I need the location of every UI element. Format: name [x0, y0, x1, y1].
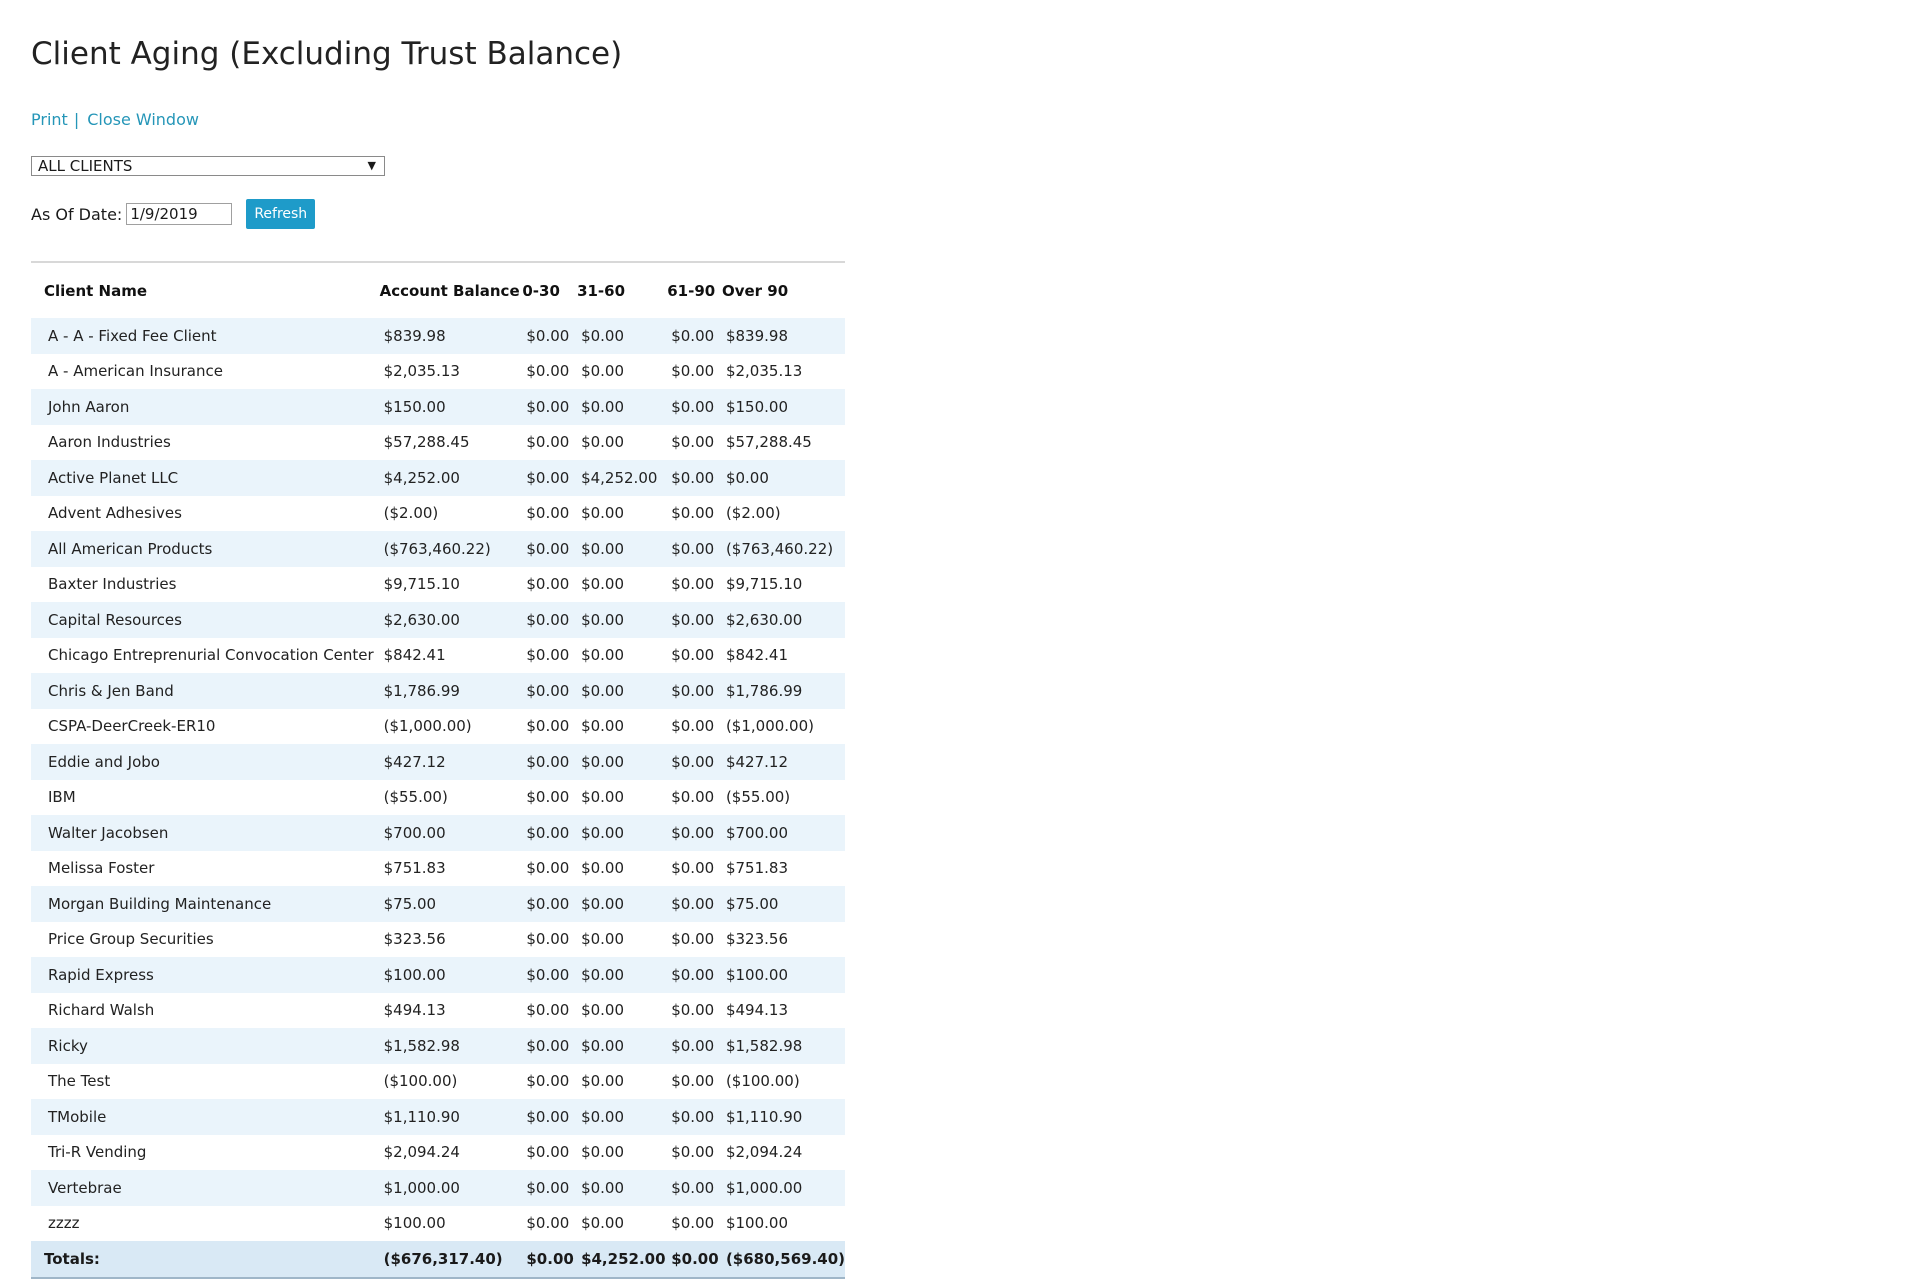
aging-61-90-cell: $0.00	[667, 318, 722, 354]
account-balance-cell: $1,582.98	[380, 1028, 523, 1064]
account-balance-cell: $1,110.90	[380, 1099, 523, 1135]
table-row	[31, 815, 845, 851]
account-balance-cell: $100.00	[380, 957, 523, 993]
aging-over-90-cell: $1,582.98	[722, 1028, 845, 1064]
aging-31-60-cell: $0.00	[577, 744, 667, 780]
as-of-date-input[interactable]	[126, 203, 232, 225]
totals-row	[31, 1241, 845, 1278]
table-row	[31, 709, 845, 745]
totals-over-90: ($680,569.40)	[722, 1241, 845, 1278]
aging-0-30-cell: $0.00	[522, 780, 577, 816]
table-row	[31, 851, 845, 887]
table-row	[31, 1099, 845, 1135]
aging-0-30-cell: $0.00	[522, 1135, 577, 1171]
account-balance-cell: $2,094.24	[380, 1135, 523, 1171]
client-select[interactable]	[31, 156, 385, 176]
client-select-value: ALL CLIENTS	[38, 157, 133, 175]
aging-over-90-cell: $100.00	[722, 1206, 845, 1242]
aging-61-90-cell: $0.00	[667, 673, 722, 709]
table-row	[31, 957, 845, 993]
aging-61-90-cell: $0.00	[667, 1206, 722, 1242]
aging-61-90-cell: $0.00	[667, 389, 722, 425]
client-name-cell: TMobile	[31, 1099, 380, 1135]
header-client-name: Client Name	[44, 281, 148, 300]
account-balance-cell: $842.41	[380, 638, 523, 674]
table-row	[31, 1170, 845, 1206]
aging-over-90-cell: $323.56	[722, 922, 845, 958]
aging-0-30-cell: $0.00	[522, 460, 577, 496]
table-row	[31, 922, 845, 958]
aging-over-90-cell: $57,288.45	[722, 425, 845, 461]
aging-61-90-cell: $0.00	[667, 354, 722, 390]
header-over-90: Over 90	[721, 281, 789, 300]
aging-31-60-cell: $0.00	[577, 1028, 667, 1064]
aging-0-30-cell: $0.00	[522, 638, 577, 674]
account-balance-cell: $57,288.45	[380, 425, 523, 461]
aging-31-60-cell: $0.00	[577, 1170, 667, 1206]
table-row	[31, 886, 845, 922]
aging-61-90-cell: $0.00	[667, 957, 722, 993]
totals-0-30: $0.00	[522, 1241, 577, 1278]
account-balance-cell: $427.12	[380, 744, 523, 780]
table-row	[31, 780, 845, 816]
aging-0-30-cell: $0.00	[522, 1099, 577, 1135]
client-name-cell: Capital Resources	[31, 602, 380, 638]
aging-0-30-cell: $0.00	[522, 425, 577, 461]
table-row	[31, 744, 845, 780]
page-title: Client Aging (Excluding Trust Balance)	[31, 36, 623, 72]
aging-31-60-cell: $0.00	[577, 354, 667, 390]
aging-over-90-cell: ($100.00)	[722, 1064, 845, 1100]
aging-over-90-cell: $9,715.10	[722, 567, 845, 603]
chevron-down-icon: ▼	[367, 159, 376, 172]
aging-0-30-cell: $0.00	[522, 993, 577, 1029]
account-balance-cell: $4,252.00	[380, 460, 523, 496]
table-row	[31, 354, 845, 390]
aging-0-30-cell: $0.00	[522, 496, 577, 532]
table-row	[31, 638, 845, 674]
aging-31-60-cell: $0.00	[577, 496, 667, 532]
client-name-cell: Eddie and Jobo	[31, 744, 380, 780]
aging-0-30-cell: $0.00	[522, 922, 577, 958]
aging-0-30-cell: $0.00	[522, 851, 577, 887]
table-row	[31, 993, 845, 1029]
aging-61-90-cell: $0.00	[667, 886, 722, 922]
account-balance-cell: ($100.00)	[380, 1064, 523, 1100]
aging-61-90-cell: $0.00	[667, 425, 722, 461]
action-links	[31, 110, 199, 129]
aging-31-60-cell: $0.00	[577, 851, 667, 887]
header-0-30: 0-30	[522, 281, 560, 300]
aging-61-90-cell: $0.00	[667, 638, 722, 674]
client-name-cell: Chicago Entreprenurial Convocation Center	[31, 638, 380, 674]
table-row	[31, 531, 845, 567]
table-row	[31, 425, 845, 461]
aging-31-60-cell: $0.00	[577, 709, 667, 745]
aging-over-90-cell: $1,000.00	[722, 1170, 845, 1206]
aging-31-60-cell: $0.00	[577, 957, 667, 993]
aging-over-90-cell: $839.98	[722, 318, 845, 354]
aging-61-90-cell: $0.00	[667, 1028, 722, 1064]
client-name-cell: Aaron Industries	[31, 425, 380, 461]
aging-61-90-cell: $0.00	[667, 602, 722, 638]
table-row	[31, 1028, 845, 1064]
aging-61-90-cell: $0.00	[667, 1064, 722, 1100]
aging-over-90-cell: $75.00	[722, 886, 845, 922]
account-balance-cell: $751.83	[380, 851, 523, 887]
client-name-cell: Richard Walsh	[31, 993, 380, 1029]
aging-31-60-cell: $0.00	[577, 1064, 667, 1100]
aging-61-90-cell: $0.00	[667, 460, 722, 496]
aging-0-30-cell: $0.00	[522, 673, 577, 709]
header-61-90: 61-90	[667, 281, 716, 300]
refresh-button[interactable]: Refresh	[246, 199, 315, 229]
client-name-cell: John Aaron	[31, 389, 380, 425]
aging-31-60-cell: $0.00	[577, 1206, 667, 1242]
aging-over-90-cell: $494.13	[722, 993, 845, 1029]
as-of-date-label: As Of Date:	[31, 204, 123, 224]
print-link[interactable]: Print	[31, 110, 68, 129]
client-name-cell: Active Planet LLC	[31, 460, 380, 496]
aging-over-90-cell: ($763,460.22)	[722, 531, 845, 567]
aging-0-30-cell: $0.00	[522, 815, 577, 851]
account-balance-cell: $494.13	[380, 993, 523, 1029]
aging-61-90-cell: $0.00	[667, 709, 722, 745]
aging-over-90-cell: $751.83	[722, 851, 845, 887]
aging-31-60-cell: $4,252.00	[577, 460, 667, 496]
aging-over-90-cell: ($55.00)	[722, 780, 845, 816]
table-row	[31, 318, 845, 354]
aging-0-30-cell: $0.00	[522, 354, 577, 390]
aging-61-90-cell: $0.00	[667, 744, 722, 780]
close-window-link[interactable]: Close Window	[87, 110, 199, 129]
header-account-balance: Account Balance	[379, 281, 520, 300]
aging-over-90-cell: ($2.00)	[722, 496, 845, 532]
table-row	[31, 673, 845, 709]
client-name-cell: Morgan Building Maintenance	[31, 886, 380, 922]
table-row	[31, 1206, 845, 1242]
aging-61-90-cell: $0.00	[667, 567, 722, 603]
aging-31-60-cell: $0.00	[577, 602, 667, 638]
aging-61-90-cell: $0.00	[667, 1170, 722, 1206]
aging-0-30-cell: $0.00	[522, 744, 577, 780]
client-name-cell: Baxter Industries	[31, 567, 380, 603]
aging-61-90-cell: $0.00	[667, 1135, 722, 1171]
aging-0-30-cell: $0.00	[522, 531, 577, 567]
aging-0-30-cell: $0.00	[522, 709, 577, 745]
aging-61-90-cell: $0.00	[667, 851, 722, 887]
client-name-cell: zzzz	[31, 1206, 380, 1242]
aging-0-30-cell: $0.00	[522, 1064, 577, 1100]
account-balance-cell: $2,630.00	[380, 602, 523, 638]
totals-label: Totals:	[31, 1241, 380, 1278]
aging-31-60-cell: $0.00	[577, 1099, 667, 1135]
aging-0-30-cell: $0.00	[522, 1206, 577, 1242]
table-row	[31, 602, 845, 638]
client-name-cell: Tri-R Vending	[31, 1135, 380, 1171]
aging-0-30-cell: $0.00	[522, 886, 577, 922]
table-row	[31, 567, 845, 603]
account-balance-cell: $100.00	[380, 1206, 523, 1242]
aging-31-60-cell: $0.00	[577, 886, 667, 922]
link-separator: |	[73, 110, 80, 129]
aging-over-90-cell: $427.12	[722, 744, 845, 780]
account-balance-cell: $75.00	[380, 886, 523, 922]
aging-31-60-cell: $0.00	[577, 922, 667, 958]
totals-balance: ($676,317.40)	[380, 1241, 523, 1278]
account-balance-cell: $150.00	[380, 389, 523, 425]
aging-over-90-cell: $150.00	[722, 389, 845, 425]
client-name-cell: IBM	[31, 780, 380, 816]
account-balance-cell: $1,786.99	[380, 673, 523, 709]
header-31-60: 31-60	[577, 281, 626, 300]
aging-over-90-cell: $1,110.90	[722, 1099, 845, 1135]
account-balance-cell: $2,035.13	[380, 354, 523, 390]
client-name-cell: Ricky	[31, 1028, 380, 1064]
account-balance-cell: $1,000.00	[380, 1170, 523, 1206]
aging-over-90-cell: $2,094.24	[722, 1135, 845, 1171]
account-balance-cell: $9,715.10	[380, 567, 523, 603]
aging-over-90-cell: $842.41	[722, 638, 845, 674]
aging-31-60-cell: $0.00	[577, 389, 667, 425]
client-name-cell: Rapid Express	[31, 957, 380, 993]
totals-31-60: $4,252.00	[577, 1241, 667, 1278]
aging-0-30-cell: $0.00	[522, 389, 577, 425]
aging-over-90-cell: $0.00	[722, 460, 845, 496]
client-name-cell: Vertebrae	[31, 1170, 380, 1206]
table-row	[31, 1135, 845, 1171]
account-balance-cell: $700.00	[380, 815, 523, 851]
aging-31-60-cell: $0.00	[577, 1135, 667, 1171]
aging-61-90-cell: $0.00	[667, 922, 722, 958]
aging-61-90-cell: $0.00	[667, 815, 722, 851]
aging-0-30-cell: $0.00	[522, 1028, 577, 1064]
aging-31-60-cell: $0.00	[577, 318, 667, 354]
aging-0-30-cell: $0.00	[522, 957, 577, 993]
client-name-cell: Chris & Jen Band	[31, 673, 380, 709]
aging-0-30-cell: $0.00	[522, 567, 577, 603]
account-balance-cell: $839.98	[380, 318, 523, 354]
table-row	[31, 1064, 845, 1100]
table-row	[31, 460, 845, 496]
aging-over-90-cell: $700.00	[722, 815, 845, 851]
account-balance-cell: ($1,000.00)	[380, 709, 523, 745]
aging-61-90-cell: $0.00	[667, 993, 722, 1029]
aging-31-60-cell: $0.00	[577, 425, 667, 461]
aging-0-30-cell: $0.00	[522, 1170, 577, 1206]
aging-61-90-cell: $0.00	[667, 496, 722, 532]
aging-0-30-cell: $0.00	[522, 602, 577, 638]
aging-over-90-cell: $1,786.99	[722, 673, 845, 709]
aging-over-90-cell: $100.00	[722, 957, 845, 993]
client-name-cell: Price Group Securities	[31, 922, 380, 958]
aging-31-60-cell: $0.00	[577, 993, 667, 1029]
client-name-cell: Walter Jacobsen	[31, 815, 380, 851]
client-name-cell: A - A - Fixed Fee Client	[31, 318, 380, 354]
aging-31-60-cell: $0.00	[577, 567, 667, 603]
aging-31-60-cell: $0.00	[577, 638, 667, 674]
account-balance-cell: $323.56	[380, 922, 523, 958]
aging-over-90-cell: ($1,000.00)	[722, 709, 845, 745]
aging-31-60-cell: $0.00	[577, 815, 667, 851]
aging-over-90-cell: $2,035.13	[722, 354, 845, 390]
aging-61-90-cell: $0.00	[667, 1099, 722, 1135]
account-balance-cell: ($2.00)	[380, 496, 523, 532]
client-name-cell: All American Products	[31, 531, 380, 567]
aging-report	[31, 261, 845, 1279]
account-balance-cell: ($763,460.22)	[380, 531, 523, 567]
table-row	[31, 496, 845, 532]
aging-31-60-cell: $0.00	[577, 531, 667, 567]
client-name-cell: The Test	[31, 1064, 380, 1100]
client-name-cell: Advent Adhesives	[31, 496, 380, 532]
aging-over-90-cell: $2,630.00	[722, 602, 845, 638]
aging-61-90-cell: $0.00	[667, 780, 722, 816]
aging-61-90-cell: $0.00	[667, 531, 722, 567]
aging-0-30-cell: $0.00	[522, 318, 577, 354]
client-name-cell: Melissa Foster	[31, 851, 380, 887]
aging-table	[31, 263, 845, 1279]
aging-31-60-cell: $0.00	[577, 673, 667, 709]
totals-61-90: $0.00	[667, 1241, 722, 1278]
table-row	[31, 389, 845, 425]
client-name-cell: A - American Insurance	[31, 354, 380, 390]
table-header-row	[31, 263, 845, 318]
account-balance-cell: ($55.00)	[380, 780, 523, 816]
as-of-date-row	[31, 199, 315, 229]
client-name-cell: CSPA-DeerCreek-ER10	[31, 709, 380, 745]
aging-31-60-cell: $0.00	[577, 780, 667, 816]
